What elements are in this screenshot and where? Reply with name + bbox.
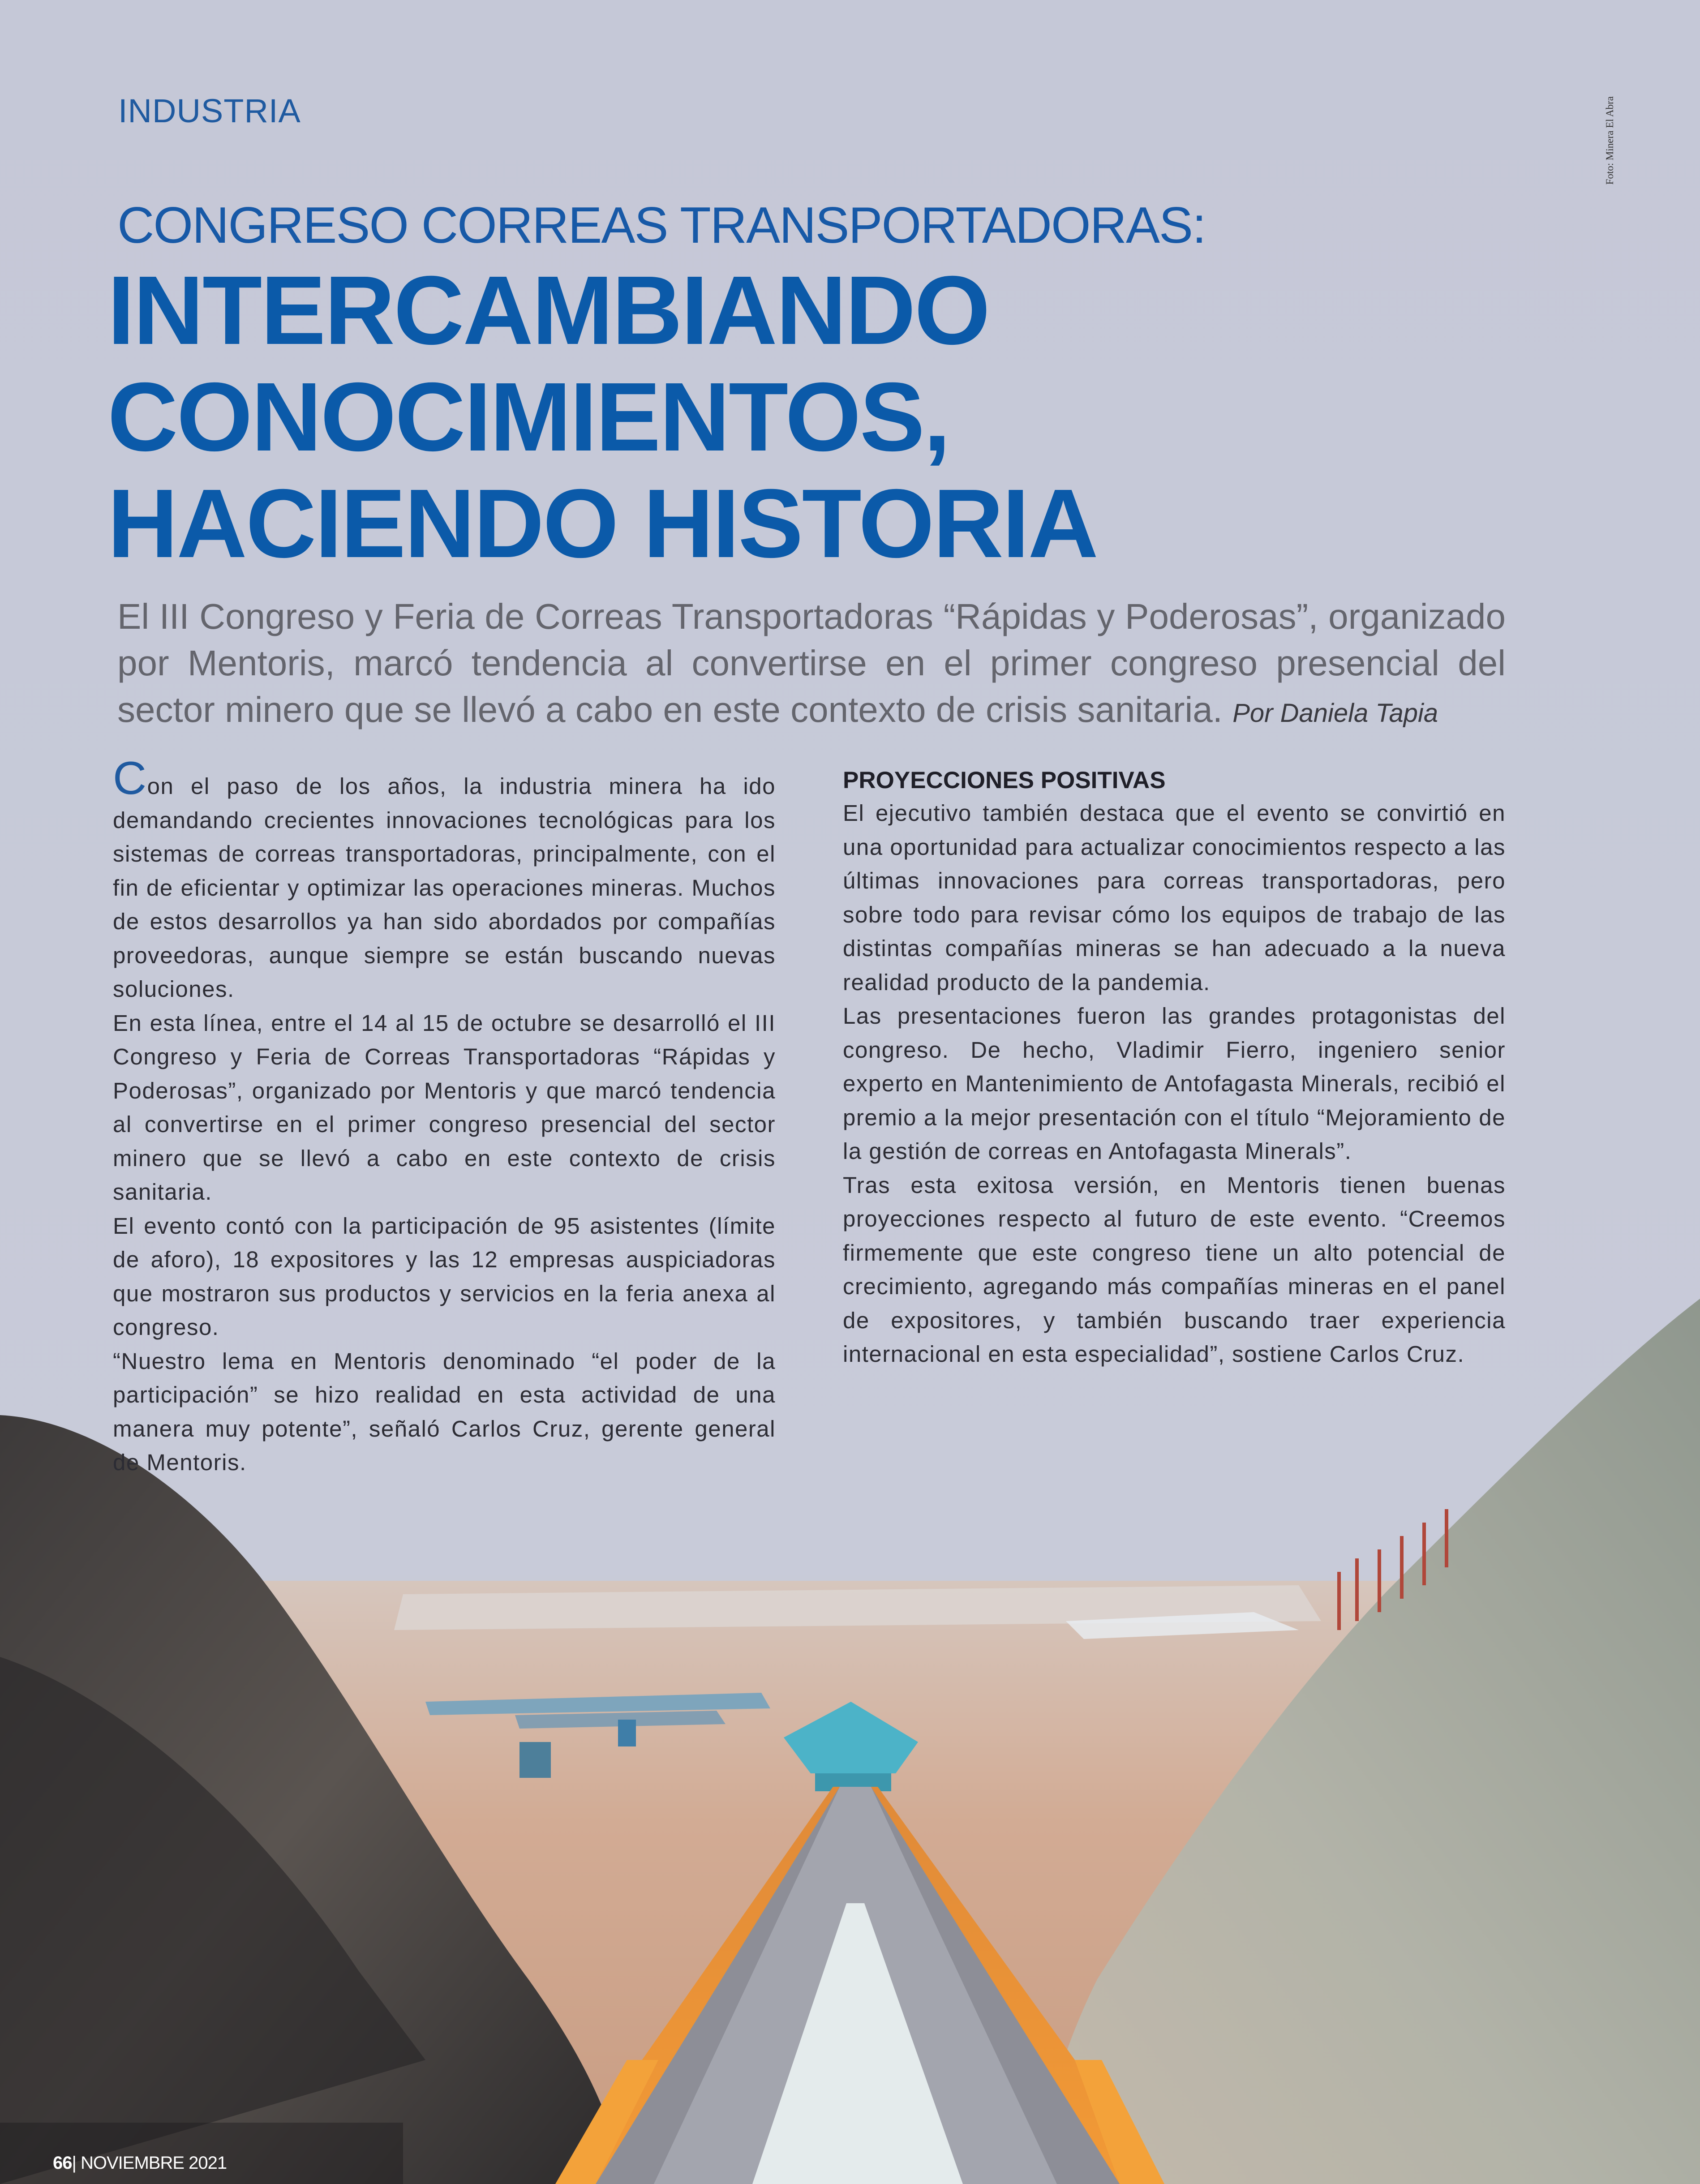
title-line: HACIENDO HISTORIA bbox=[107, 469, 1097, 578]
lead-text: El III Congreso y Feria de Correas Transportadoras “Rápidas y Poderosas”, organizado por Mentoris, marcó tendencia al convertirse en el primer congreso presencial del sector minero que se llevó a cabo en este contexto de crisis sanitaria. bbox=[117, 596, 1506, 729]
body-paragraph: “Nuestro lema en Mentoris denominado “el poder de la participación” se hizo realidad en esta actividad de una manera muy potente”, señaló Carlos Cruz, gerente general de Mentoris. bbox=[113, 1348, 776, 1475]
body-paragraph: En esta línea, entre el 14 al 15 de octubre se desarrolló el III Congreso y Feria de Correas Transportadoras “Rápidas y Poderosas”, organizado por Mentoris y que marcó tendencia al convertirse en el primer congreso presencial del sector minero que se llevó a cabo en este contexto de crisis sanitaria. bbox=[113, 1010, 776, 1205]
right-column bbox=[843, 765, 1506, 1371]
title-line: INTERCAMBIANDO bbox=[107, 256, 989, 365]
article-kicker: CONGRESO CORREAS TRANSPORTADORAS: bbox=[117, 197, 1206, 254]
left-column bbox=[113, 752, 776, 1480]
body-paragraph bbox=[113, 752, 776, 1006]
drop-cap: C bbox=[113, 752, 147, 804]
body-paragraph: Las presentaciones fueron las grandes protagonistas del congreso. De hecho, Vladimir Fierro, ingeniero senior experto en Mantenimiento de Antofagasta Minerals, recibió el premio a la mejor presentación con el título “Mejoramiento de la gestión de correas en Antofagasta Minerals”. bbox=[843, 1003, 1506, 1164]
body-paragraph: El evento contó con la participación de 95 asistentes (límite de aforo), 18 expositores y las 12 empresas auspiciadoras que mostraron sus productos y servicios en la feria anexa al congreso. bbox=[113, 1213, 776, 1340]
issue-date: | NOVIEMBRE 2021 bbox=[72, 2153, 227, 2173]
paragraph-text: on el paso de los años, la industria minera ha ido demandando crecientes innovaciones tecnológicas para los sistemas de correas transportadoras, principalmente, con el fin de eficientar y optimizar las operaciones mineras. Muchos de estos desarrollos ya han sido abordados por compañías proveedoras, aunque siempre se están buscando nuevas soluciones. bbox=[113, 773, 776, 1002]
page-footer bbox=[53, 2153, 227, 2173]
article-title bbox=[107, 257, 1097, 577]
photo-credit: Foto: Minera El Abra bbox=[1604, 96, 1615, 185]
title-line: CONOCIMIENTOS, bbox=[107, 363, 949, 472]
body-paragraph: Tras esta exitosa versión, en Mentoris tienen buenas proyecciones respecto al futuro de este evento. “Creemos firmemente que este congreso tiene un alto potencial de crecimiento, agregando más compañías mineras en el panel de expositores, y también buscando traer experiencia internacional en esta especialidad”, sostiene Carlos Cruz. bbox=[843, 1172, 1506, 1367]
page-number: 66 bbox=[53, 2153, 72, 2173]
article-lead bbox=[117, 593, 1506, 737]
byline: Por Daniela Tapia bbox=[1232, 699, 1438, 728]
section-label: INDUSTRIA bbox=[118, 92, 301, 129]
subheading: PROYECCIONES POSITIVAS bbox=[843, 767, 1166, 794]
body-paragraph: El ejecutivo también destaca que el evento se convirtió en una oportunidad para actualizar conocimientos respecto a las últimas innovaciones para correas transportadoras, pero sobre todo para revisar cómo los equipos de trabajo de las distintas compañías mineras se han adecuado a la nueva realidad producto de la pandemia. bbox=[843, 800, 1506, 995]
